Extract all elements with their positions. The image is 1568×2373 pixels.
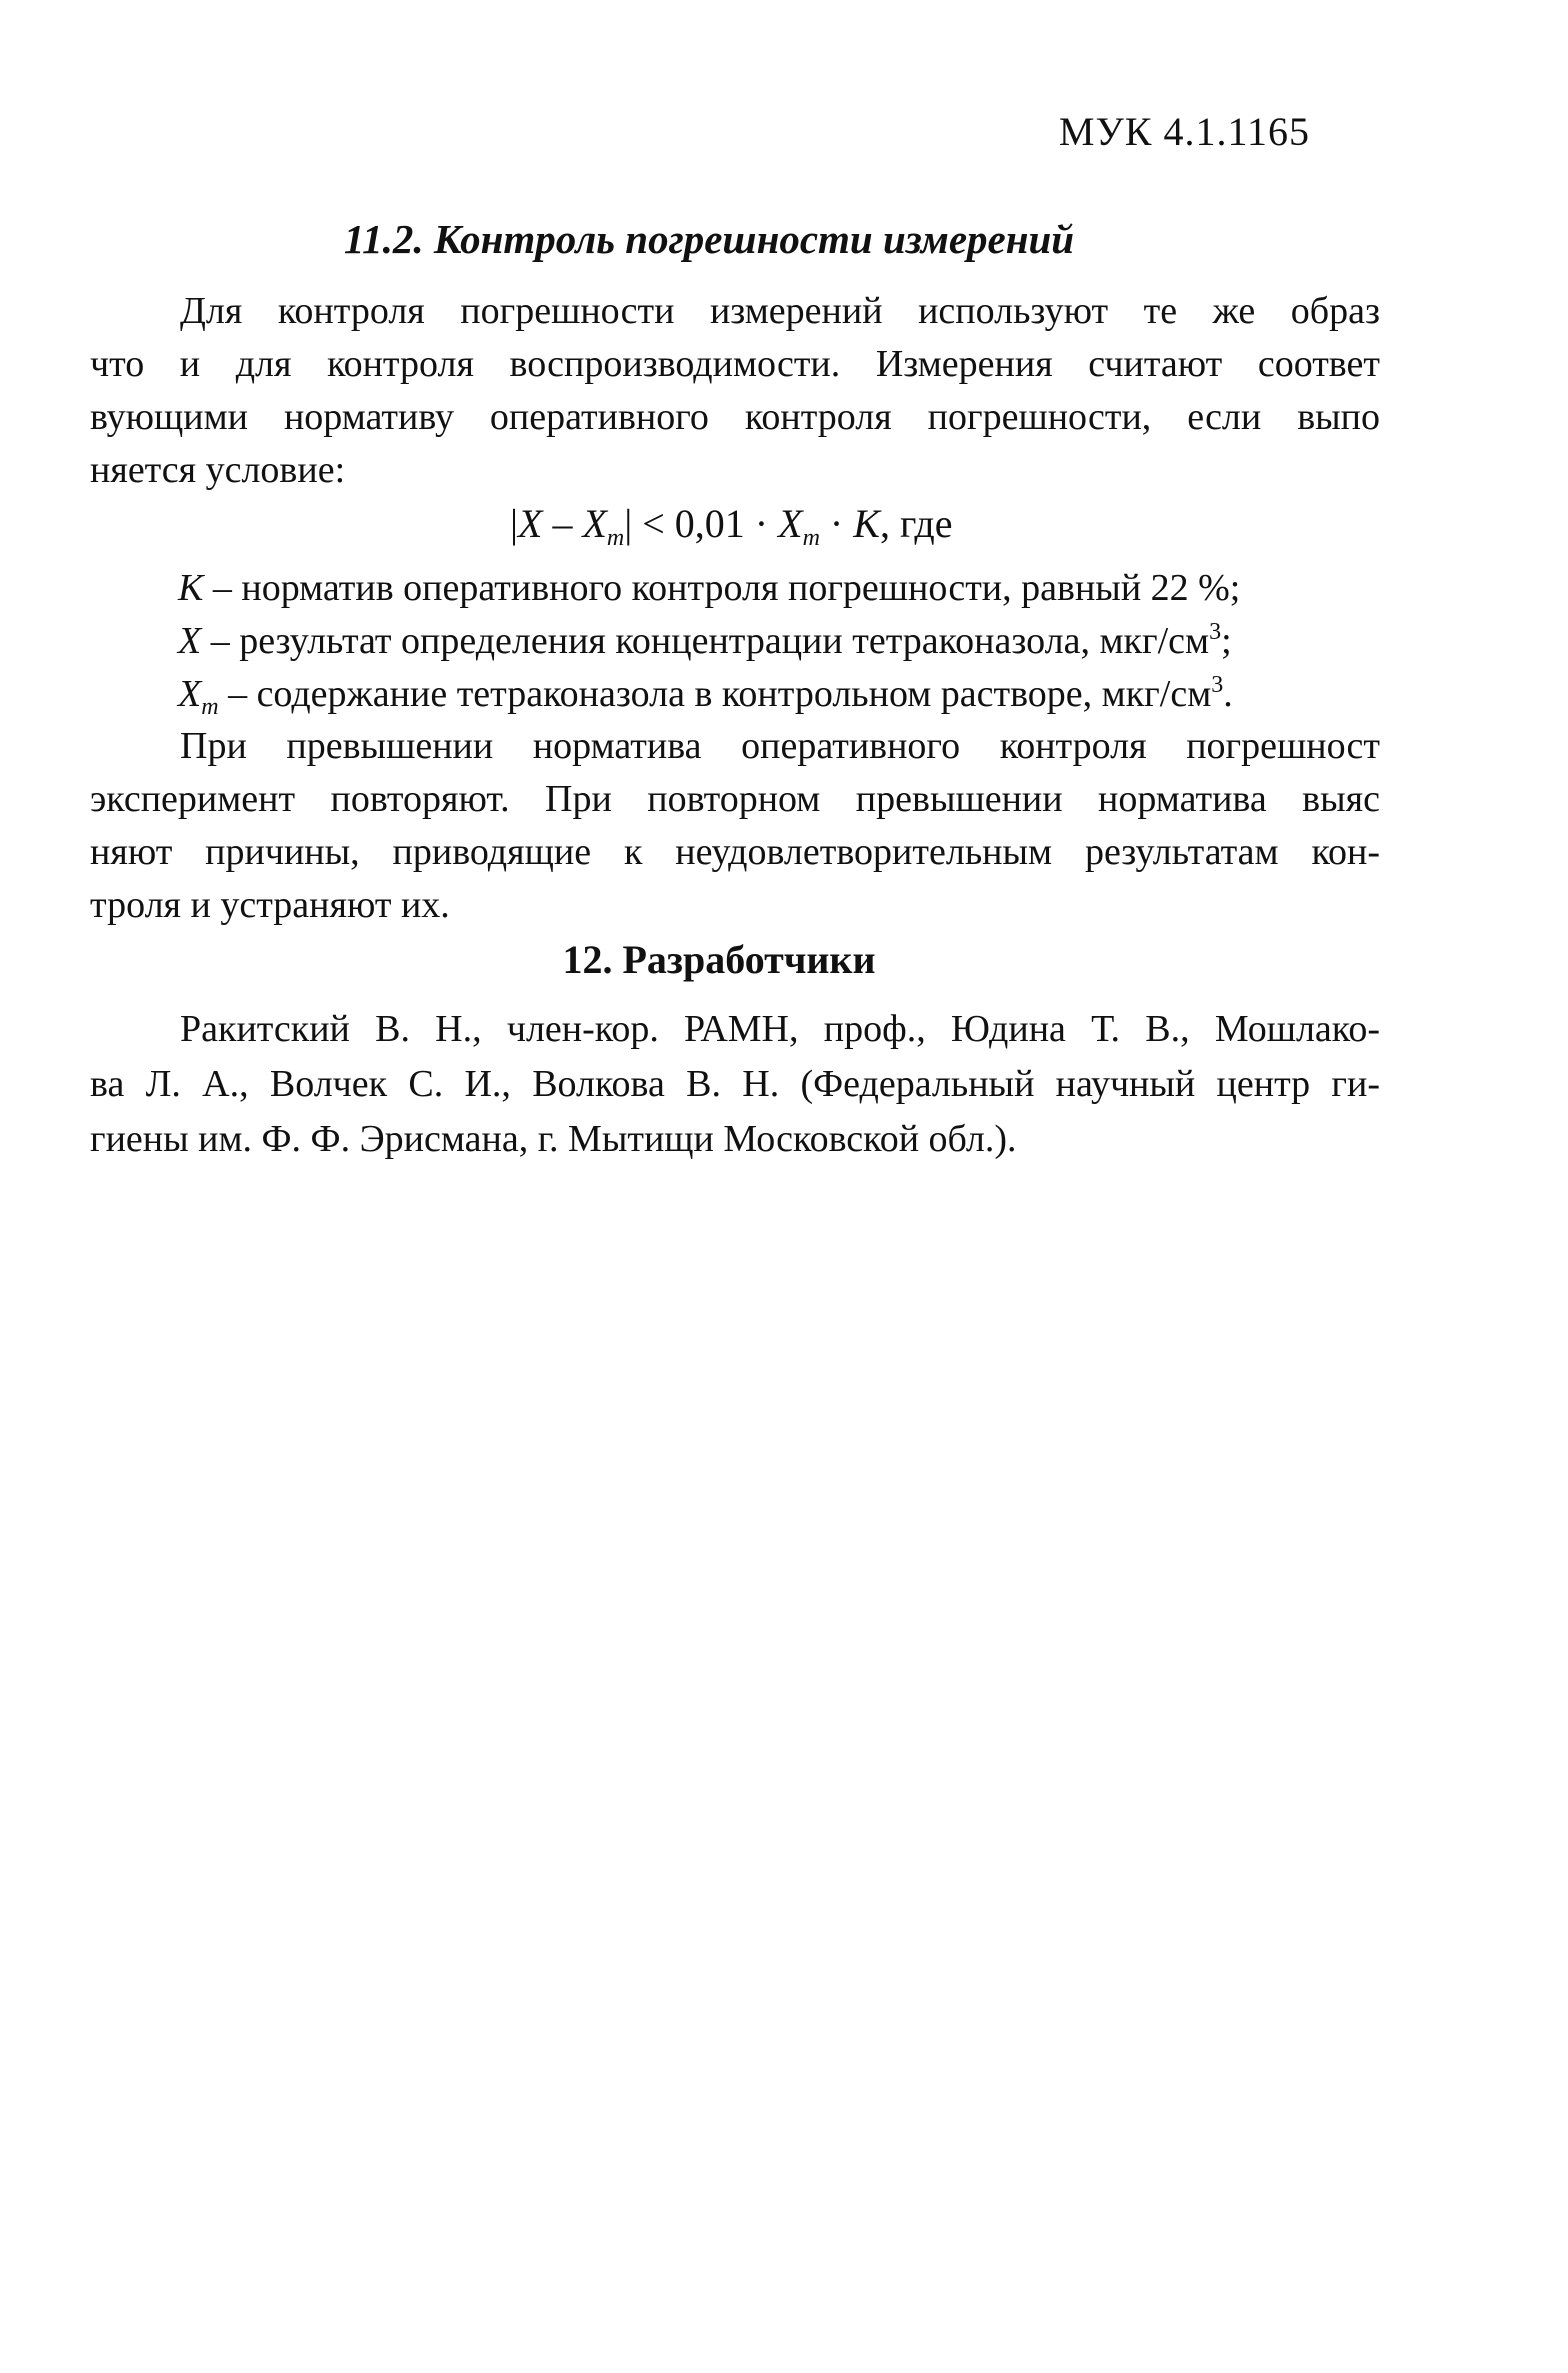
formula-abs-close: | (624, 501, 633, 546)
paragraph-line: гиены им. Ф. Ф. Эрисмана, г. Мытищи Московской обл.). (90, 1118, 1017, 1160)
section-title-12 (0, 936, 1568, 983)
definition-end: . (1223, 673, 1233, 715)
section-title-text: 12. Разработчики (562, 937, 876, 982)
paragraph-line: что и для контроля воспроизводимости. Измерения считают соответ (90, 343, 1380, 385)
paragraph-line: няют причины, приводящие к неудовлетворительным результатам кон- (90, 831, 1380, 873)
paragraph-line: Для контроля погрешности измерений используют те же образ (180, 290, 1380, 332)
definition-symbol: X (178, 673, 202, 715)
paragraph-line: ва Л. А., Волчек С. И., Волкова В. Н. (Федеральный научный центр ги- (90, 1063, 1380, 1105)
formula-sub-m-2: m (802, 525, 820, 551)
formula-xm: X (582, 501, 607, 546)
definition-symbol: K (178, 567, 204, 609)
definition-xm (178, 672, 1233, 721)
paragraph-line: няется условие: (90, 449, 346, 491)
paragraph-line: При превышении норматива оперативного контроля погрешност (180, 725, 1380, 767)
formula-x: X (518, 501, 543, 546)
formula-less-than: < 0,01 · (632, 501, 779, 546)
definition-text: – норматив оперативного контроля погрешности, равный 22 %; (203, 567, 1241, 609)
definition-sub: m (201, 694, 219, 720)
paragraph-line: Ракитский В. Н., член-кор. РАМН, проф., Юдина Т. В., Мошлако- (180, 1008, 1380, 1050)
definition-x (178, 619, 1232, 663)
formula-sub-m: m (606, 525, 625, 551)
formula-abs-open: | (510, 501, 519, 546)
section-title-text: 11.2. Контроль погрешности измерений (343, 216, 1075, 262)
paragraph-line: троля и устраняют их. (90, 884, 450, 926)
definition-symbol: X (178, 620, 202, 662)
definition-sup: 3 (1209, 619, 1222, 645)
formula (510, 500, 952, 552)
formula-tail: , где (879, 501, 953, 546)
definition-k (178, 566, 1240, 610)
paragraph-line: эксперимент повторяют. При повторном превышении норматива выяс (90, 778, 1380, 820)
paragraph-line: вующими нормативу оперативного контроля погрешности, если выпо (90, 396, 1380, 438)
definition-text: – результат определения концентрации тетраконазола, мкг/см (201, 620, 1210, 662)
formula-minus: – (542, 501, 583, 546)
formula-dot: · (819, 501, 854, 546)
formula-k: K (853, 501, 880, 546)
definition-sup: 3 (1211, 672, 1224, 698)
definition-end: ; (1221, 620, 1232, 662)
document-code: МУК 4.1.1165 (1058, 109, 1310, 154)
definition-text: – содержание тетраконазола в контрольном растворе, мкг/см (218, 673, 1212, 715)
formula-xm-2: X (778, 501, 803, 546)
section-title-11-2 (0, 215, 1568, 263)
